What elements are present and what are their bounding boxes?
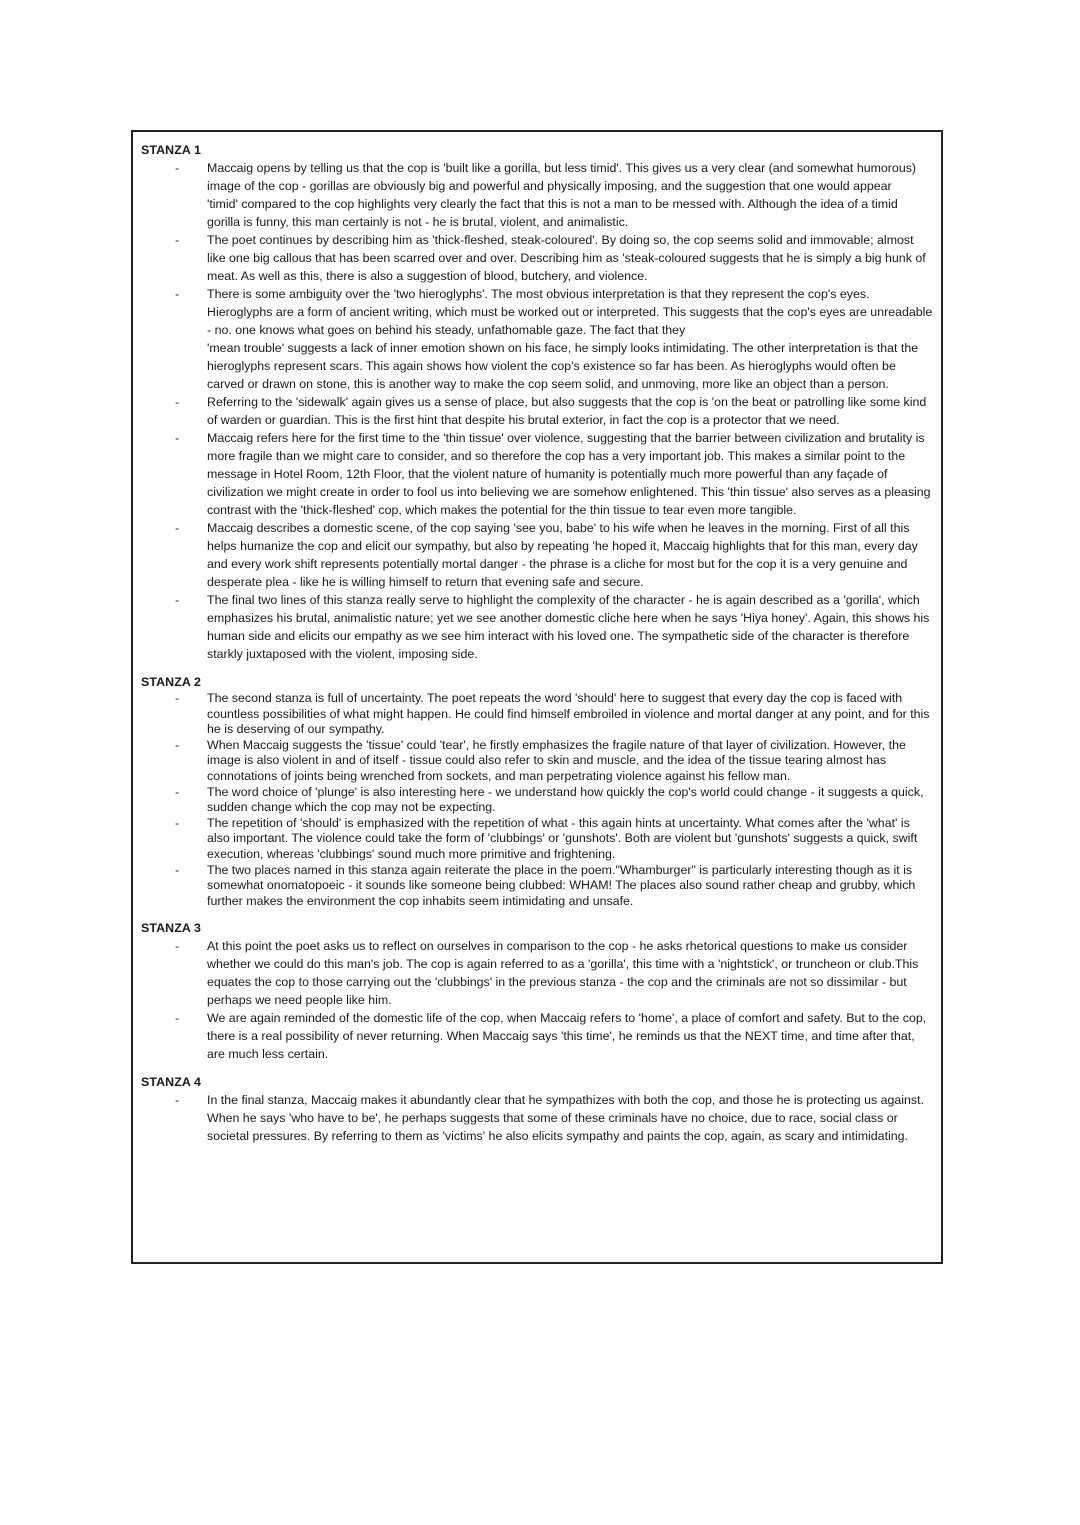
point-text: In the final stanza, Maccaig makes it abundantly clear that he sympathizes with both the cop, and those he is protecting us against. When he says 'who have to be', he perhaps suggests that some of these criminals have no choice, due to race, social class or societal pressures. By referring to them as 'victims' he also elicits sympathy and paints the cop, again, as scary and intimidating. (207, 1093, 925, 1144)
point-text: The final two lines of this stanza really serve to highlight the complexity of the character - he is again described as a 'gorilla', which emphasizes his brutal, animalistic nature; yet we see another domestic cliche here when he says 'Hiya honey'. Again, this shows his human side and elicits our empathy as we see him interact with his loved one. The sympathetic side of the character is therefore starkly juxtaposed with the violent, imposing side. (207, 593, 930, 661)
dash-bullet-icon: - (175, 287, 180, 301)
bullet-point (141, 1091, 934, 1145)
bullet-list (141, 691, 934, 909)
bullet-point (141, 393, 934, 429)
point-text: 'timid' compared to the cop highlights very clearly the fact that this is not a man to be messed with. Although the idea of a timid gorilla is funny, this man certainly is not - he is brutal, violent, and animalistic. (207, 197, 898, 229)
dash-bullet-icon: - (175, 815, 180, 830)
bullet-point (141, 1009, 934, 1063)
dash-bullet-icon: - (175, 395, 180, 409)
document-frame (131, 130, 943, 1264)
bullet-list (141, 1091, 934, 1145)
point-text: The second stanza is full of uncertainty. The poet repeats the word 'should' here to suggest that every day the cop is faced with countless possibilities of what might happen. He could find himself embroiled in violence and mortal danger at any point, and for this he is deserving of our sympathy. (207, 691, 930, 737)
point-text: The two places named in this stanza again reiterate the place in the poem."Whamburger" is particularly interesting though as it is somewhat onomatopoeic - it sounds like someone being clubbed: WHAM! The places also sound rather cheap and grubby, which further makes the environment the cop inhabits seem intimidating and unsafe. (207, 862, 916, 908)
dash-bullet-icon: - (175, 233, 180, 247)
point-text: When Maccaig suggests the 'tissue' could 'tear', he firstly emphasizes the fragile nature of that layer of civilization. However, the image is also violent in and of itself - tissue could also refer to skin and muscle, and the idea of the tissue tearing almost has connotations of joints being wrenched from sockets, and man perpetrating violence against his fellow man. (207, 737, 906, 783)
dash-bullet-icon: - (175, 784, 180, 799)
bullet-point (141, 285, 934, 393)
bullet-list (141, 159, 934, 663)
dash-bullet-icon: - (175, 737, 180, 752)
bullet-point (141, 429, 934, 519)
dash-bullet-icon: - (175, 521, 180, 535)
bullet-point (141, 937, 934, 1009)
point-text: Maccaig describes a domestic scene, of the cop saying 'see you, babe' to his wife when he leaves in the morning. First of all this helps humanize the cop and elicit our sympathy, but also by repeating 'he hoped it, Maccaig highlights that for this man, every day and every work shift represents potentially mortal danger - the phrase is a cliche for most but for the cop it is a very genuine and desperate plea - like he is willing himself to return that evening safe and secure. (207, 521, 918, 589)
dash-bullet-icon: - (175, 1011, 180, 1026)
point-text: There is some ambiguity over the 'two hieroglyphs'. The most obvious interpretation is that they represent the cop's eyes. Hieroglyphs are a form of ancient writing, which must be worked out or interpreted. This suggests that the cop's eyes are unreadable - no. one knows what goes on behind his steady, unfathomable gaze. The fact that they (207, 287, 933, 337)
stanza-heading: STANZA 1 (141, 143, 201, 157)
point-text: The repetition of 'should' is emphasized with the repetition of what - this again hints at uncertainty. What comes after the 'what' is also important. The violence could take the form of 'clubbings' or 'gunshots'. Both are violent but 'gunshots' suggests a quick, swift execution, whereas 'clubbings' sound much more primitive and frightening. (207, 815, 918, 861)
stanza-heading: STANZA 3 (141, 921, 201, 936)
point-text: Maccaig refers here for the first time to the 'thin tissue' over violence, suggesting that the barrier between civilization and brutality is more fragile than we might care to consider, and so therefore the cop has a very important job. This makes a similar point to the message in Hotel Room, 12th Floor, that the violent nature of humanity is potentially much more powerful than any façade of civilization we might create in order to fool us into believing we are somehow enlightened. This 'thin tissue' also serves as a pleasing contrast with the 'thick-fleshed' cop, which makes the potential for the thin tissue to tear even more tangible. (207, 431, 931, 517)
dash-bullet-icon: - (175, 431, 180, 445)
bullet-point (141, 863, 934, 910)
dash-bullet-icon: - (175, 161, 180, 175)
bullet-point (141, 519, 934, 591)
dash-bullet-icon: - (175, 862, 180, 877)
stanza-heading: STANZA 2 (141, 675, 201, 689)
bullet-list (141, 937, 934, 1063)
stanza-section (141, 1075, 934, 1145)
bullet-point (141, 591, 934, 663)
bullet-point (141, 738, 934, 785)
point-text: 'mean trouble' suggests a lack of inner emotion shown on his face, he simply looks intimidating. The other interpretation is that the hieroglyphs represent scars. This again shows how violent the cop's existence so far has been. As hieroglyphs would often be carved or drawn on stone, this is another way to make the cop seem solid, and unmoving, more like an object than a person. (207, 341, 919, 391)
bullet-point (141, 691, 934, 738)
bullet-point (141, 785, 934, 816)
point-text: Referring to the 'sidewalk' again gives us a sense of place, but also suggests that the cop is 'on the beat or patrolling like some kind of warden or guardian. This is the first hint that despite his brutal exterior, in fact the cop is a protector that we need. (207, 395, 927, 427)
point-text: The poet continues by describing him as 'thick-fleshed, steak-coloured'. By doing so, the cop seems solid and immovable; almost like one big callous that has been scarred over and over. Describing him as 'steak-coloured suggests that he is simply a big hunk of meat. As well as this, there is also a suggestion of blood, butchery, and violence. (207, 233, 926, 283)
point-text: Maccaig opens by telling us that the cop is 'built like a gorilla, but less timid'. This gives us a very clear (and somewhat humorous) image of the cop - gorillas are obviously big and powerful and physically imposing, and the suggestion that one would appear (207, 161, 917, 193)
bullet-point (141, 816, 934, 863)
dash-bullet-icon: - (175, 939, 180, 954)
point-text: The word choice of 'plunge' is also interesting here - we understand how quickly the cop's world could change - it suggests a quick, sudden change which the cop may not be expecting. (207, 784, 924, 815)
dash-bullet-icon: - (175, 593, 180, 607)
point-text: We are again reminded of the domestic life of the cop, when Maccaig refers to 'home', a place of comfort and safety. But to the cop, there is a real possibility of never returning. When Maccaig says 'this time', he reminds us that the NEXT time, and time after that, are much less certain. (207, 1011, 927, 1062)
point-text: At this point the poet asks us to reflect on ourselves in comparison to the cop - he asks rhetorical questions to make us consider whether we could do this man's job. The cop is again referred to as a 'gorilla', this time with a 'nightstick', or truncheon or club.This equates the cop to those carrying out the 'clubbings' in the previous stanza - the cop and the criminals are not so dissimilar - but perhaps we need people like him. (207, 939, 919, 1008)
dash-bullet-icon: - (175, 691, 180, 705)
dash-bullet-icon: - (175, 1093, 180, 1108)
stanza-section (141, 675, 934, 909)
stanza-heading: STANZA 4 (141, 1075, 201, 1090)
bullet-point (141, 231, 934, 285)
stanza-section (141, 143, 934, 663)
stanza-section (141, 921, 934, 1063)
bullet-point (141, 159, 934, 231)
